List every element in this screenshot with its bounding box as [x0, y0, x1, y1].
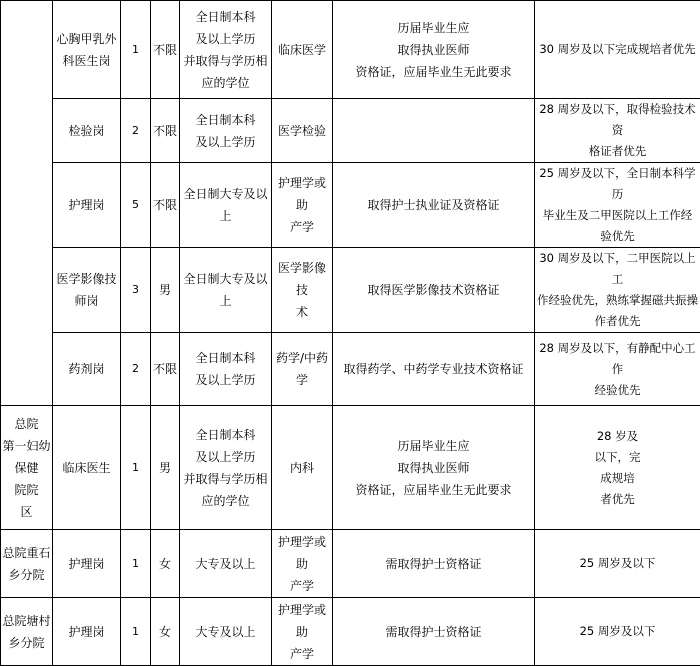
- unit-cell: 总院 第一妇幼 保健 院院 区: [1, 406, 53, 530]
- other-cell: 28 岁及 以下，完 成规培 者优先: [535, 406, 700, 530]
- gender-cell: 男: [151, 248, 180, 333]
- gender-cell: 不限: [151, 333, 180, 406]
- position-cell: 护理岗: [53, 598, 121, 666]
- count-cell: 2: [121, 99, 151, 163]
- major-cell: 临床医学: [272, 1, 333, 99]
- table-row: [1, 333, 700, 406]
- table-row: [1, 530, 700, 598]
- education-cell: 全日制大专及以 上: [180, 248, 272, 333]
- gender-cell: 不限: [151, 99, 180, 163]
- count-cell: 5: [121, 163, 151, 248]
- requirement-cell: 取得药学、中药学专业技术资格证: [333, 333, 535, 406]
- requirement-cell: 历届毕业生应 取得执业医师 资格证，应届毕业生无此要求: [333, 1, 535, 99]
- education-cell: 全日制本科 及以上学历 并取得与学历相 应的学位: [180, 406, 272, 530]
- gender-cell: 男: [151, 406, 180, 530]
- position-cell: 临床医生: [53, 406, 121, 530]
- count-cell: 1: [121, 530, 151, 598]
- count-cell: 1: [121, 598, 151, 666]
- gender-cell: 不限: [151, 163, 180, 248]
- other-cell: 25 周岁及以下，全日制本科学历 毕业生及二甲医院以上工作经 验优先: [535, 163, 700, 248]
- education-cell: 大专及以上: [180, 530, 272, 598]
- unit-cell: [1, 1, 53, 406]
- position-cell: 护理岗: [53, 530, 121, 598]
- gender-cell: 不限: [151, 1, 180, 99]
- requirement-cell: 取得护士执业证及资格证: [333, 163, 535, 248]
- unit-cell: 总院重石 乡分院: [1, 530, 53, 598]
- other-cell: 25 周岁及以下: [535, 530, 700, 598]
- position-cell: 检验岗: [53, 99, 121, 163]
- major-cell: 内科: [272, 406, 333, 530]
- major-cell: 护理学或助 产学: [272, 530, 333, 598]
- requirement-cell: 需取得护士资格证: [333, 598, 535, 666]
- table-row: [1, 406, 700, 530]
- position-cell: 医学影像技 师岗: [53, 248, 121, 333]
- education-cell: 大专及以上: [180, 598, 272, 666]
- table-row: [1, 99, 700, 163]
- count-cell: 1: [121, 1, 151, 99]
- count-cell: 1: [121, 406, 151, 530]
- requirement-cell: [333, 99, 535, 163]
- other-cell: 25 周岁及以下: [535, 598, 700, 666]
- requirement-cell: 取得医学影像技术资格证: [333, 248, 535, 333]
- requirement-cell: 需取得护士资格证: [333, 530, 535, 598]
- table-row: [1, 248, 700, 333]
- education-cell: 全日制本科 及以上学历: [180, 333, 272, 406]
- other-cell: 28 周岁及以下，取得检验技术资 格证者优先: [535, 99, 700, 163]
- requirement-cell: 历届毕业生应 取得执业医师 资格证，应届毕业生无此要求: [333, 406, 535, 530]
- major-cell: 医学影像技 术: [272, 248, 333, 333]
- table-row: [1, 598, 700, 666]
- major-cell: 护理学或助 产学: [272, 163, 333, 248]
- other-cell: 28 周岁及以下，有静配中心工作 经验优先: [535, 333, 700, 406]
- position-cell: 护理岗: [53, 163, 121, 248]
- major-cell: 护理学或助 产学: [272, 598, 333, 666]
- gender-cell: 女: [151, 598, 180, 666]
- other-cell: 30 周岁及以下，二甲医院以上工 作经验优先，熟练掌握磁共振操 作者优先: [535, 248, 700, 333]
- unit-cell: 总院塘村 乡分院: [1, 598, 53, 666]
- education-cell: 全日制本科 及以上学历: [180, 99, 272, 163]
- other-cell: 30 周岁及以下完成规培者优先: [535, 1, 700, 99]
- count-cell: 2: [121, 333, 151, 406]
- major-cell: 药学/中药 学: [272, 333, 333, 406]
- table-row: [1, 163, 700, 248]
- table-row: [1, 1, 700, 99]
- major-cell: 医学检验: [272, 99, 333, 163]
- count-cell: 3: [121, 248, 151, 333]
- education-cell: 全日制大专及以 上: [180, 163, 272, 248]
- position-cell: 心胸甲乳外 科医生岗: [53, 1, 121, 99]
- education-cell: 全日制本科 及以上学历 并取得与学历相 应的学位: [180, 1, 272, 99]
- gender-cell: 女: [151, 530, 180, 598]
- position-cell: 药剂岗: [53, 333, 121, 406]
